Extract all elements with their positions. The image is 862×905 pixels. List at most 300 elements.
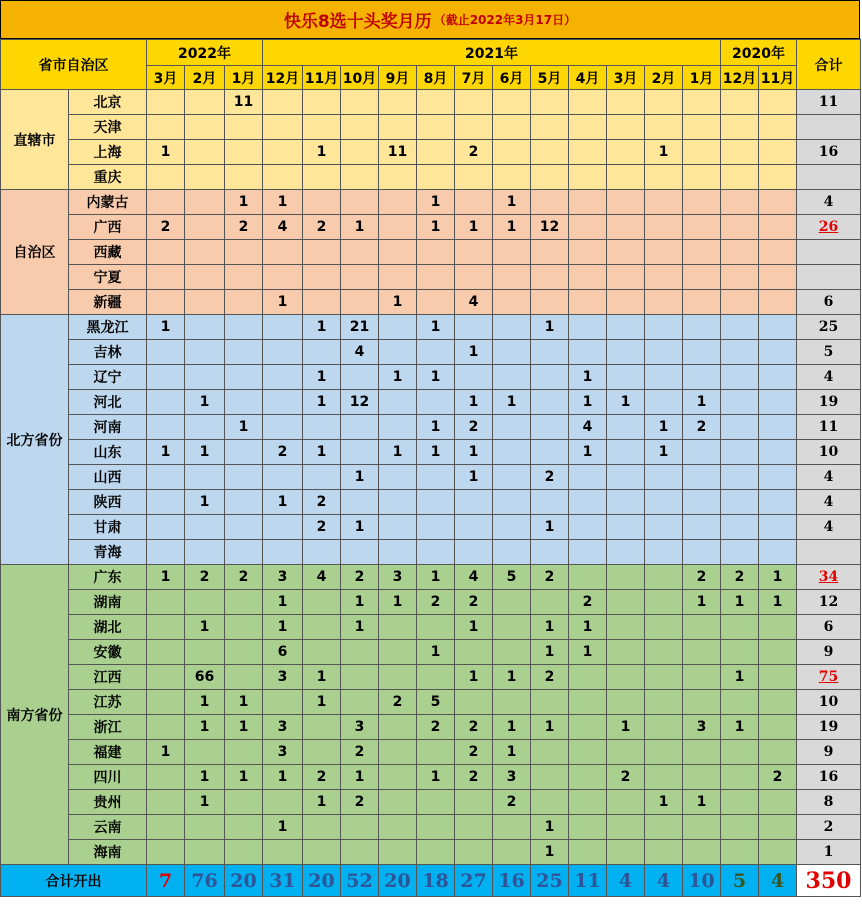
month-count-cell bbox=[569, 165, 607, 190]
province-name: 江苏 bbox=[69, 690, 147, 715]
province-total: 16 bbox=[797, 765, 861, 790]
month-count-cell bbox=[185, 640, 225, 665]
month-count-cell bbox=[493, 515, 531, 540]
month-count-cell bbox=[379, 765, 417, 790]
month-count-cell bbox=[493, 815, 531, 840]
province-name: 山西 bbox=[69, 465, 147, 490]
month-count-cell: 66 bbox=[185, 665, 225, 690]
month-count-cell bbox=[341, 140, 379, 165]
table-row bbox=[1, 190, 861, 215]
month-header: 11月 bbox=[303, 66, 341, 90]
month-count-cell: 1 bbox=[263, 615, 303, 640]
month-count-cell bbox=[683, 340, 721, 365]
month-count-cell: 2 bbox=[341, 740, 379, 765]
month-count-cell bbox=[303, 715, 341, 740]
month-count-cell bbox=[645, 365, 683, 390]
month-count-cell bbox=[569, 690, 607, 715]
month-count-cell bbox=[759, 790, 797, 815]
month-count-cell bbox=[759, 365, 797, 390]
month-count-cell: 1 bbox=[147, 740, 185, 765]
month-count-cell bbox=[185, 740, 225, 765]
month-count-cell bbox=[759, 165, 797, 190]
month-count-cell bbox=[341, 415, 379, 440]
month-count-cell bbox=[303, 415, 341, 440]
month-header: 2月 bbox=[645, 66, 683, 90]
table-row bbox=[1, 740, 861, 765]
month-count-cell bbox=[683, 140, 721, 165]
month-count-cell: 2 bbox=[341, 565, 379, 590]
month-count-cell: 2 bbox=[721, 565, 759, 590]
month-count-cell: 1 bbox=[417, 215, 455, 240]
month-count-cell bbox=[263, 390, 303, 415]
month-count-cell: 1 bbox=[185, 615, 225, 640]
month-count-cell: 3 bbox=[341, 715, 379, 740]
month-count-cell bbox=[341, 365, 379, 390]
month-count-cell: 1 bbox=[645, 415, 683, 440]
province-total: 1 bbox=[797, 840, 861, 865]
month-count-cell: 1 bbox=[455, 440, 493, 465]
month-count-cell: 1 bbox=[645, 440, 683, 465]
month-count-cell bbox=[185, 215, 225, 240]
region-group-label: 南方省份 bbox=[1, 565, 69, 865]
month-count-cell: 1 bbox=[455, 390, 493, 415]
month-count-cell bbox=[455, 240, 493, 265]
month-count-cell bbox=[263, 690, 303, 715]
month-count-cell bbox=[645, 215, 683, 240]
month-count-cell: 1 bbox=[303, 315, 341, 340]
month-count-cell: 2 bbox=[569, 590, 607, 615]
month-count-cell bbox=[569, 265, 607, 290]
month-count-cell bbox=[493, 240, 531, 265]
month-count-cell bbox=[263, 340, 303, 365]
month-count-cell bbox=[493, 115, 531, 140]
table-row bbox=[1, 265, 861, 290]
winners-table bbox=[0, 39, 861, 897]
month-count-cell: 21 bbox=[341, 315, 379, 340]
month-count-cell bbox=[683, 840, 721, 865]
month-count-cell bbox=[341, 165, 379, 190]
month-count-cell bbox=[645, 290, 683, 315]
month-count-cell bbox=[645, 390, 683, 415]
month-count-cell bbox=[645, 515, 683, 540]
month-count-cell bbox=[417, 90, 455, 115]
table-row bbox=[1, 565, 861, 590]
month-count-cell bbox=[683, 615, 721, 640]
month-count-cell bbox=[225, 440, 263, 465]
month-count-cell bbox=[225, 240, 263, 265]
month-count-cell: 1 bbox=[569, 640, 607, 665]
month-count-cell bbox=[185, 315, 225, 340]
month-count-cell: 1 bbox=[147, 140, 185, 165]
month-count-cell bbox=[721, 790, 759, 815]
month-count-cell bbox=[645, 190, 683, 215]
month-count-cell bbox=[531, 365, 569, 390]
month-count-cell: 1 bbox=[185, 715, 225, 740]
month-count-cell bbox=[263, 140, 303, 165]
month-count-cell bbox=[759, 540, 797, 565]
month-count-cell bbox=[683, 540, 721, 565]
month-count-cell bbox=[455, 690, 493, 715]
month-count-cell bbox=[379, 740, 417, 765]
month-count-cell bbox=[225, 790, 263, 815]
province-name: 西藏 bbox=[69, 240, 147, 265]
monthly-total: 18 bbox=[417, 865, 455, 897]
month-count-cell bbox=[645, 315, 683, 340]
month-count-cell: 3 bbox=[683, 715, 721, 740]
month-count-cell bbox=[645, 640, 683, 665]
month-count-cell bbox=[379, 540, 417, 565]
month-count-cell bbox=[531, 265, 569, 290]
month-count-cell bbox=[531, 690, 569, 715]
month-count-cell: 1 bbox=[417, 315, 455, 340]
sheet-title bbox=[0, 0, 860, 39]
month-count-cell bbox=[683, 190, 721, 215]
month-count-cell bbox=[379, 240, 417, 265]
month-count-cell bbox=[721, 465, 759, 490]
month-count-cell bbox=[147, 90, 185, 115]
province-name: 湖南 bbox=[69, 590, 147, 615]
month-count-cell bbox=[303, 240, 341, 265]
month-count-cell bbox=[645, 340, 683, 365]
month-count-cell: 1 bbox=[569, 390, 607, 415]
province-name: 陕西 bbox=[69, 490, 147, 515]
month-count-cell: 1 bbox=[721, 590, 759, 615]
month-count-cell bbox=[147, 390, 185, 415]
month-count-cell: 1 bbox=[493, 190, 531, 215]
month-count-cell bbox=[531, 790, 569, 815]
month-count-cell: 2 bbox=[683, 415, 721, 440]
month-count-cell bbox=[263, 115, 303, 140]
month-count-cell bbox=[303, 290, 341, 315]
month-count-cell bbox=[569, 765, 607, 790]
month-count-cell bbox=[303, 640, 341, 665]
month-count-cell bbox=[569, 490, 607, 515]
month-count-cell bbox=[531, 415, 569, 440]
region-group-label: 直辖市 bbox=[1, 90, 69, 190]
month-count-cell: 1 bbox=[379, 365, 417, 390]
month-count-cell bbox=[721, 615, 759, 640]
month-count-cell bbox=[683, 765, 721, 790]
month-count-cell: 2 bbox=[531, 565, 569, 590]
month-count-cell bbox=[379, 165, 417, 190]
month-header: 1月 bbox=[683, 66, 721, 90]
province-total bbox=[797, 540, 861, 565]
month-count-cell: 1 bbox=[417, 365, 455, 390]
month-count-cell: 1 bbox=[531, 640, 569, 665]
month-count-cell bbox=[185, 590, 225, 615]
month-count-cell: 1 bbox=[379, 440, 417, 465]
month-count-cell bbox=[303, 90, 341, 115]
month-count-cell: 6 bbox=[263, 640, 303, 665]
month-count-cell bbox=[683, 165, 721, 190]
table-row bbox=[1, 440, 861, 465]
province-name: 山东 bbox=[69, 440, 147, 465]
month-count-cell bbox=[417, 165, 455, 190]
month-count-cell bbox=[303, 590, 341, 615]
month-count-cell bbox=[147, 640, 185, 665]
province-name: 内蒙古 bbox=[69, 190, 147, 215]
month-count-cell: 1 bbox=[303, 140, 341, 165]
month-count-cell bbox=[721, 515, 759, 540]
month-count-cell: 2 bbox=[417, 590, 455, 615]
month-count-cell bbox=[455, 115, 493, 140]
month-count-cell bbox=[303, 165, 341, 190]
month-count-cell: 3 bbox=[263, 565, 303, 590]
month-count-cell bbox=[531, 90, 569, 115]
month-count-cell bbox=[341, 840, 379, 865]
month-count-cell bbox=[531, 290, 569, 315]
month-count-cell: 11 bbox=[379, 140, 417, 165]
grand-total: 350 bbox=[797, 865, 861, 897]
table-row bbox=[1, 615, 861, 640]
monthly-total: 11 bbox=[569, 865, 607, 897]
month-count-cell bbox=[417, 665, 455, 690]
month-count-cell bbox=[493, 265, 531, 290]
month-count-cell bbox=[645, 540, 683, 565]
monthly-total: 76 bbox=[185, 865, 225, 897]
table-row bbox=[1, 715, 861, 740]
month-count-cell: 1 bbox=[721, 665, 759, 690]
month-count-cell: 1 bbox=[225, 190, 263, 215]
month-count-cell bbox=[417, 815, 455, 840]
month-count-cell bbox=[225, 490, 263, 515]
month-count-cell bbox=[721, 765, 759, 790]
month-count-cell bbox=[225, 290, 263, 315]
month-count-cell bbox=[493, 290, 531, 315]
month-count-cell bbox=[721, 440, 759, 465]
month-count-cell bbox=[225, 365, 263, 390]
month-count-cell: 1 bbox=[341, 465, 379, 490]
month-count-cell: 4 bbox=[455, 290, 493, 315]
month-count-cell bbox=[683, 665, 721, 690]
month-count-cell: 5 bbox=[417, 690, 455, 715]
table-row bbox=[1, 815, 861, 840]
year-header: 2020年 bbox=[721, 40, 797, 66]
month-count-cell bbox=[683, 640, 721, 665]
month-count-cell: 1 bbox=[379, 290, 417, 315]
province-total: 5 bbox=[797, 340, 861, 365]
province-total: 4 bbox=[797, 490, 861, 515]
month-count-cell bbox=[721, 165, 759, 190]
month-count-cell bbox=[147, 240, 185, 265]
month-count-cell bbox=[721, 390, 759, 415]
month-count-cell bbox=[645, 115, 683, 140]
month-count-cell bbox=[379, 790, 417, 815]
province-name: 宁夏 bbox=[69, 265, 147, 290]
table-row bbox=[1, 690, 861, 715]
month-count-cell bbox=[263, 515, 303, 540]
month-count-cell bbox=[607, 415, 645, 440]
month-count-cell bbox=[721, 140, 759, 165]
month-header: 10月 bbox=[341, 66, 379, 90]
month-count-cell bbox=[185, 265, 225, 290]
province-name: 上海 bbox=[69, 140, 147, 165]
month-count-cell bbox=[759, 690, 797, 715]
month-count-cell: 1 bbox=[759, 590, 797, 615]
month-count-cell: 1 bbox=[455, 615, 493, 640]
month-count-cell: 1 bbox=[225, 690, 263, 715]
month-count-cell bbox=[341, 115, 379, 140]
month-count-cell bbox=[147, 265, 185, 290]
month-count-cell: 1 bbox=[417, 440, 455, 465]
province-name: 云南 bbox=[69, 815, 147, 840]
month-count-cell bbox=[683, 215, 721, 240]
month-count-cell: 1 bbox=[185, 490, 225, 515]
month-count-cell bbox=[759, 740, 797, 765]
monthly-total: 25 bbox=[531, 865, 569, 897]
month-count-cell bbox=[417, 140, 455, 165]
month-count-cell bbox=[531, 590, 569, 615]
month-count-cell bbox=[759, 215, 797, 240]
month-count-cell: 1 bbox=[455, 215, 493, 240]
month-count-cell bbox=[721, 690, 759, 715]
month-count-cell bbox=[379, 515, 417, 540]
month-count-cell: 11 bbox=[225, 90, 263, 115]
month-count-cell bbox=[759, 315, 797, 340]
month-count-cell: 2 bbox=[493, 790, 531, 815]
month-count-cell bbox=[185, 815, 225, 840]
month-count-cell: 1 bbox=[185, 690, 225, 715]
month-count-cell bbox=[417, 265, 455, 290]
month-count-cell: 1 bbox=[493, 715, 531, 740]
month-count-cell: 1 bbox=[341, 215, 379, 240]
month-count-cell: 1 bbox=[569, 615, 607, 640]
month-count-cell bbox=[417, 840, 455, 865]
month-count-cell bbox=[607, 440, 645, 465]
month-header: 9月 bbox=[379, 66, 417, 90]
month-count-cell bbox=[185, 465, 225, 490]
month-count-cell bbox=[455, 840, 493, 865]
month-count-cell bbox=[531, 490, 569, 515]
month-count-cell bbox=[607, 215, 645, 240]
month-count-cell bbox=[263, 540, 303, 565]
month-count-cell: 2 bbox=[455, 415, 493, 440]
month-count-cell: 2 bbox=[607, 765, 645, 790]
month-count-cell bbox=[531, 140, 569, 165]
month-count-cell bbox=[147, 340, 185, 365]
month-count-cell bbox=[147, 190, 185, 215]
table-row bbox=[1, 90, 861, 115]
province-name: 青海 bbox=[69, 540, 147, 565]
month-count-cell bbox=[569, 215, 607, 240]
month-count-cell: 2 bbox=[455, 740, 493, 765]
province-total: 9 bbox=[797, 640, 861, 665]
month-count-cell bbox=[379, 615, 417, 640]
monthly-total: 16 bbox=[493, 865, 531, 897]
month-count-cell bbox=[147, 465, 185, 490]
month-count-cell bbox=[607, 665, 645, 690]
month-count-cell bbox=[225, 165, 263, 190]
month-count-cell bbox=[683, 265, 721, 290]
month-count-cell bbox=[455, 815, 493, 840]
province-total: 4 bbox=[797, 365, 861, 390]
province-name: 河北 bbox=[69, 390, 147, 415]
month-count-cell: 2 bbox=[455, 715, 493, 740]
month-count-cell bbox=[455, 540, 493, 565]
total-column-header: 合计 bbox=[797, 40, 861, 90]
month-count-cell: 1 bbox=[263, 190, 303, 215]
table-row bbox=[1, 790, 861, 815]
month-count-cell bbox=[645, 840, 683, 865]
month-count-cell bbox=[683, 515, 721, 540]
month-count-cell bbox=[303, 340, 341, 365]
month-count-cell bbox=[303, 190, 341, 215]
month-count-cell bbox=[645, 240, 683, 265]
month-count-cell bbox=[417, 290, 455, 315]
month-count-cell bbox=[147, 590, 185, 615]
month-count-cell bbox=[607, 565, 645, 590]
month-count-cell bbox=[607, 315, 645, 340]
month-count-cell bbox=[493, 165, 531, 190]
month-count-cell bbox=[341, 540, 379, 565]
province-name: 黑龙江 bbox=[69, 315, 147, 340]
monthly-total: 20 bbox=[225, 865, 263, 897]
province-total: 11 bbox=[797, 90, 861, 115]
month-header: 12月 bbox=[263, 66, 303, 90]
month-count-cell bbox=[225, 390, 263, 415]
month-count-cell: 1 bbox=[645, 140, 683, 165]
month-count-cell bbox=[379, 665, 417, 690]
month-count-cell bbox=[379, 815, 417, 840]
month-count-cell bbox=[341, 290, 379, 315]
month-count-cell bbox=[341, 90, 379, 115]
month-count-cell: 1 bbox=[341, 765, 379, 790]
month-count-cell: 1 bbox=[303, 665, 341, 690]
month-count-cell: 2 bbox=[341, 790, 379, 815]
month-count-cell bbox=[721, 740, 759, 765]
month-count-cell bbox=[645, 565, 683, 590]
month-count-cell bbox=[607, 515, 645, 540]
month-count-cell: 1 bbox=[379, 590, 417, 615]
monthly-total: 10 bbox=[683, 865, 721, 897]
month-count-cell bbox=[607, 690, 645, 715]
month-count-cell: 2 bbox=[417, 715, 455, 740]
month-count-cell bbox=[683, 440, 721, 465]
month-count-cell bbox=[721, 365, 759, 390]
month-count-cell bbox=[493, 590, 531, 615]
table-row bbox=[1, 290, 861, 315]
month-count-cell bbox=[379, 115, 417, 140]
month-count-cell bbox=[303, 540, 341, 565]
month-count-cell bbox=[721, 315, 759, 340]
month-count-cell: 1 bbox=[569, 440, 607, 465]
month-count-cell: 2 bbox=[683, 565, 721, 590]
month-count-cell: 4 bbox=[569, 415, 607, 440]
month-count-cell bbox=[341, 440, 379, 465]
month-count-cell bbox=[303, 265, 341, 290]
month-count-cell bbox=[147, 690, 185, 715]
month-header: 4月 bbox=[569, 66, 607, 90]
month-count-cell bbox=[379, 490, 417, 515]
province-name: 北京 bbox=[69, 90, 147, 115]
table-row bbox=[1, 340, 861, 365]
month-count-cell bbox=[645, 90, 683, 115]
month-count-cell: 1 bbox=[417, 415, 455, 440]
month-count-cell: 2 bbox=[531, 465, 569, 490]
month-count-cell bbox=[759, 140, 797, 165]
month-count-cell: 2 bbox=[759, 765, 797, 790]
month-count-cell bbox=[721, 840, 759, 865]
month-header: 8月 bbox=[417, 66, 455, 90]
month-count-cell bbox=[379, 390, 417, 415]
month-count-cell bbox=[645, 165, 683, 190]
month-count-cell bbox=[147, 765, 185, 790]
month-count-cell bbox=[303, 815, 341, 840]
month-count-cell bbox=[569, 790, 607, 815]
month-count-cell bbox=[225, 665, 263, 690]
month-count-cell bbox=[303, 115, 341, 140]
province-name: 新疆 bbox=[69, 290, 147, 315]
